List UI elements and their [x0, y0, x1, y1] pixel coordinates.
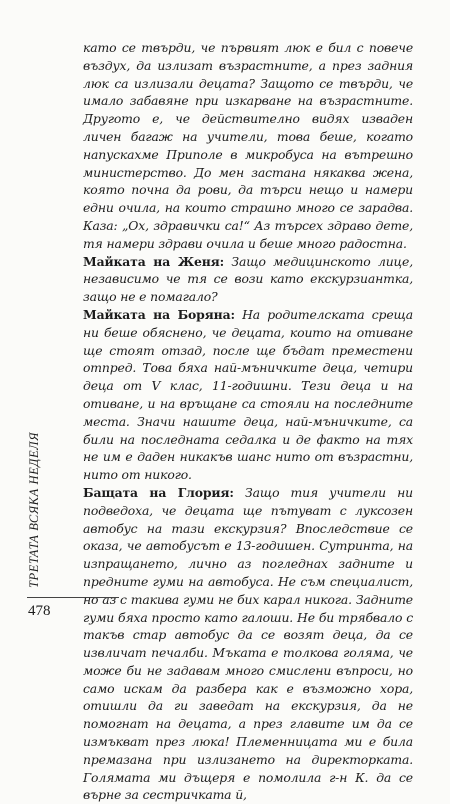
paragraph-1	[83, 39, 413, 253]
paragraph-2-text: Защо медицинското лице, независимо че тя се вози като екскурзиантка, защо не е помагало?	[83, 253, 413, 305]
page-number: 478	[28, 603, 51, 619]
paragraph-3-text: На родителската среща ни беше обяснено, че децата, които на отиване ще стоят отзад, после ще бъдат преместени отпред. Това бяха най-мъничките деца, четири деца от V клас, 11-годишни. Тези деца и на отиване, и на връщане са стояли на последните места. Значи нашите деца, най-мъничките, са били на последната седалка и де факто на тях не им е даден никакъв шанс нито от възрастни, нито от никого.	[83, 306, 414, 483]
speaker-label: Бащата на Глория:	[83, 484, 234, 500]
book-title-side-label: ТРЕТАТА ВСЯКА НЕДЕЛЯ	[27, 431, 41, 588]
paragraph-4	[83, 484, 413, 804]
paragraph-3	[83, 306, 413, 484]
speaker-label: Майката на Боряна:	[83, 306, 235, 322]
footer-divider	[27, 597, 119, 598]
paragraph-4-text: Защо тия учители ни подведоха, че децата ще пътуват с луксозен автобус на тази екскурзия? Впоследствие се оказа, че автобусът е 13-годишен. Сутринта, на изпращането, лично аз погледнах задните и предните гуми на автобуса. Не съм специалист, но аз с такива гуми не бих карал никога. Задните гуми бяха просто като галоши. Не би трябвало с такъв стар автобус да се возят деца, да се извличат печалби. Мъката е толкова голяма, че може би не задавам много смислени въпроси, но само искам да разбера как е възможно хора, отишли да ги заведат на екскурзия, да не помогнат на децата, а през главите им да се измъкват през люка! Племенницата ми е била премазана при излизането на директорката. Голямата ми дъщеря е помолила г-н К. да се върне за сестричката й,	[83, 484, 413, 803]
body-text	[83, 39, 413, 804]
paragraph-1-text: като се твърди, че първият люк е бил с повече въздух, да излизат възрастните, а през задния люк са излизали децата? Защото се твърди, че имало забавяне при изкарване на възрастните. Другото е, че действително видях изваден личен багаж на учители, това беше, когато напускахме Приполе в микробуса на вътрешно министерство. До мен застана някаква жена, която почна да рови, да търси нещо и намери едни очила, на които страшно много се зарадва. Каза: „Ох, здравички са!“ Аз търсех здраво дете, тя намери здрави очила и беше много радостна.	[83, 40, 413, 251]
paragraph-2	[83, 253, 413, 306]
speaker-label: Майката на Женя:	[83, 253, 225, 269]
